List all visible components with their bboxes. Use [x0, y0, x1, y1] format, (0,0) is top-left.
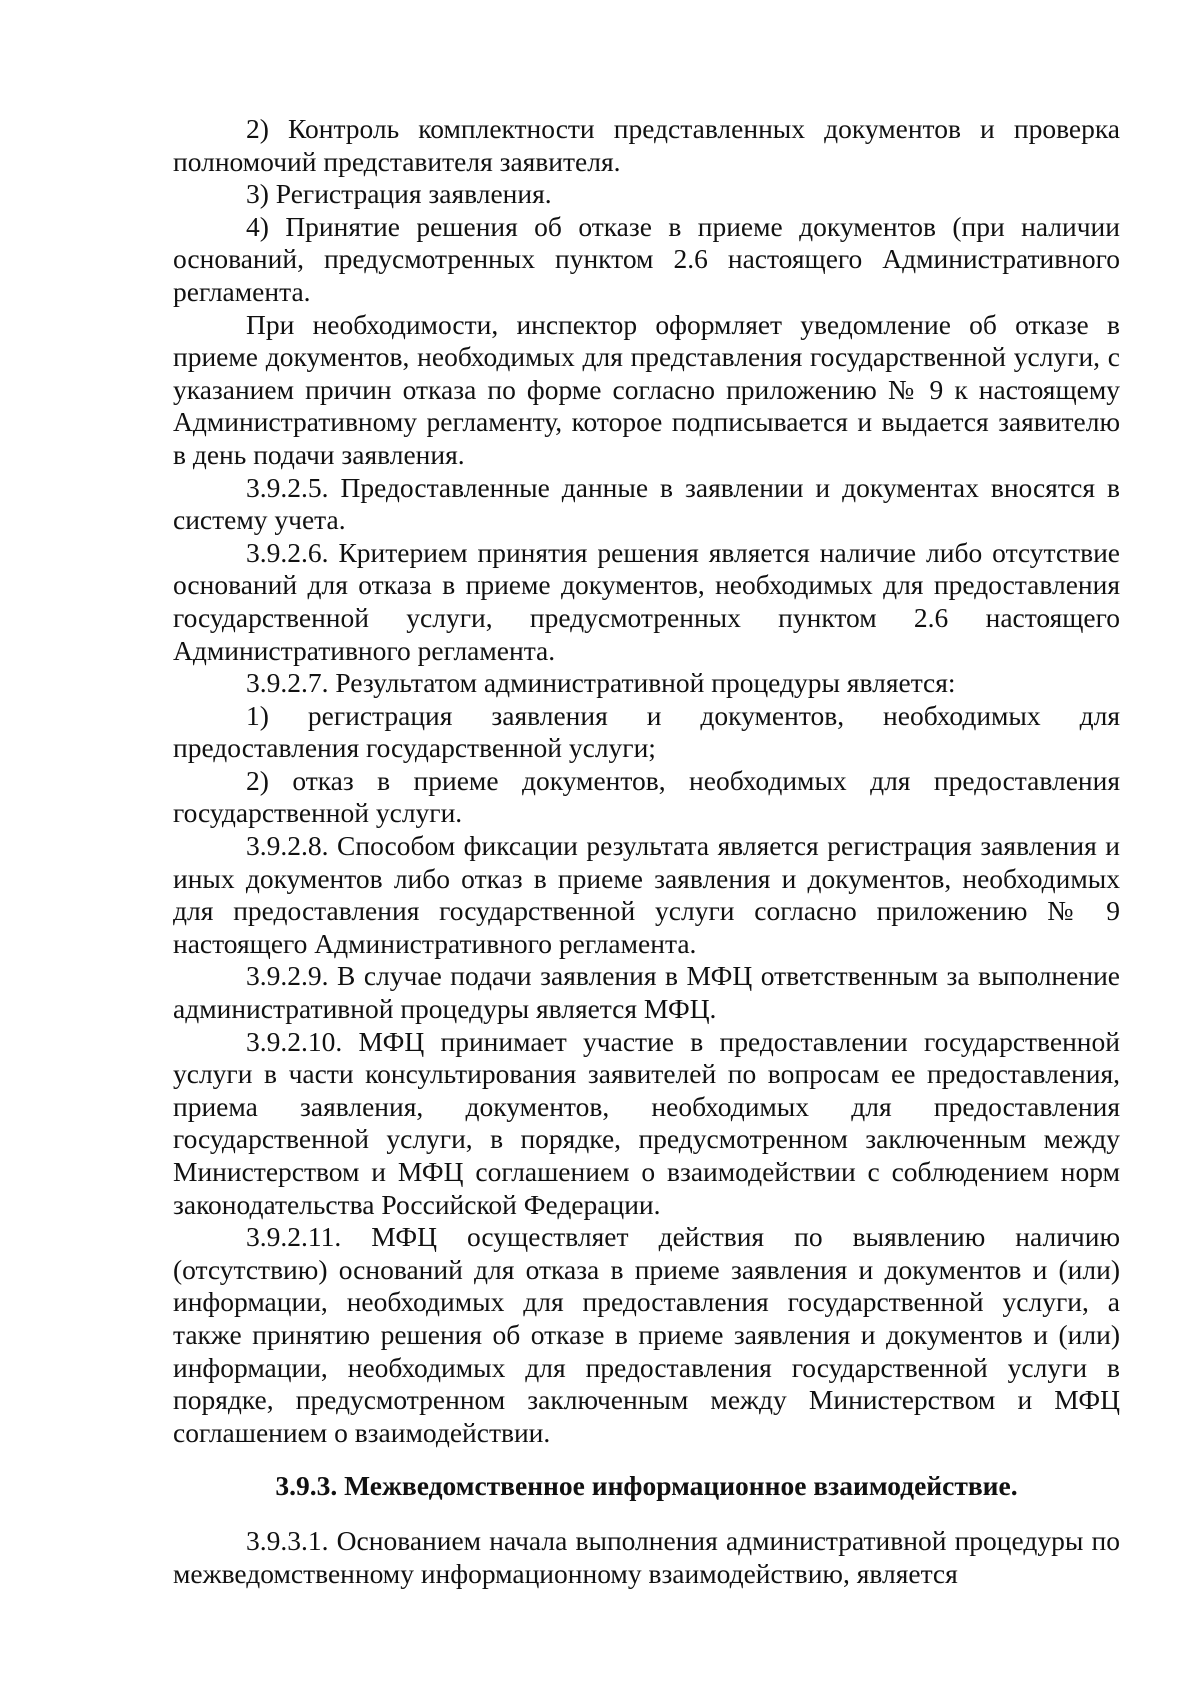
paragraph-item-4: 4) Принятие решения об отказе в приеме документов (при наличии оснований, предусмотренных пунктом 2.6 настоящего Административного регламента. [173, 210, 1120, 307]
paragraph-result-1: 1) регистрация заявления и документов, необходимых для предоставления государственной услуги; [173, 699, 1120, 764]
paragraph-item-3: 3) Регистрация заявления. [246, 178, 552, 210]
paragraph-3-9-2-6: 3.9.2.6. Критерием принятия решения является наличие либо отсутствие оснований для отказа в приеме документов, необходимых для предоставления государственной услуги, предусмотренных пунктом 2.6 настоящего Административного регламента. [173, 536, 1120, 666]
paragraph-3-9-2-8: 3.9.2.8. Способом фиксации результата является регистрация заявления и иных документов либо отказ в приеме заявления и документов, необходимых для предоставления государственной услуги согласно приложению № 9 настоящего Административного регламента. [173, 830, 1120, 959]
paragraph-3-9-3-1: 3.9.3.1. Основанием начала выполнения административной процедуры по межведомственному информационному взаимодействию, является [173, 1524, 1120, 1589]
paragraph-result-2: 2) отказ в приеме документов, необходимых для предоставления государственной услуги. [173, 764, 1120, 829]
paragraph-3-9-2-7: 3.9.2.7. Результатом административной процедуры является: [246, 667, 956, 699]
paragraph-3-9-2-10: 3.9.2.10. МФЦ принимает участие в предоставлении государственной услуги в части консультирования заявителей по вопросам ее предоставления, приема заявления, документов, необходимых для предоставления государственной услуги, в порядке, предусмотренном заключенным между Министерством и МФЦ соглашением о взаимодействии с соблюдением норм законодательства Российской Федерации. [173, 1025, 1120, 1220]
paragraph-item-2: 2) Контроль комплектности представленных документов и проверка полномочий представителя заявителя. [173, 113, 1120, 177]
paragraph-3-9-2-5: 3.9.2.5. Предоставленные данные в заявлении и документах вносятся в систему учета. [173, 471, 1120, 536]
section-heading: 3.9.3. Межведомственное информационное взаимодействие. [275, 1470, 1018, 1502]
paragraph-refusal-notice: При необходимости, инспектор оформляет уведомление об отказе в приеме документов, необходимых для представления государственной услуги, с указанием причин отказа по форме согласно приложению № 9 к настоящему Административному регламенту, которое подписывается и выдается заявителю в день подачи заявления. [173, 308, 1120, 470]
paragraph-3-9-2-9: 3.9.2.9. В случае подачи заявления в МФЦ ответственным за выполнение административной процедуры является МФЦ. [173, 960, 1120, 1025]
document-page [173, 113, 1120, 1590]
paragraph-3-9-2-11: 3.9.2.11. МФЦ осуществляет действия по выявлению наличию (отсутствию) оснований для отказа в приеме заявления и документов и (или) информации, необходимых для предоставления государственной услуги, а также принятию решения об отказе в приеме заявления и документов и (или) информации, необходимых для предоставления государственной услуги в порядке, предусмотренном заключенным между Министерством и МФЦ соглашением о взаимодействии. [173, 1221, 1120, 1448]
